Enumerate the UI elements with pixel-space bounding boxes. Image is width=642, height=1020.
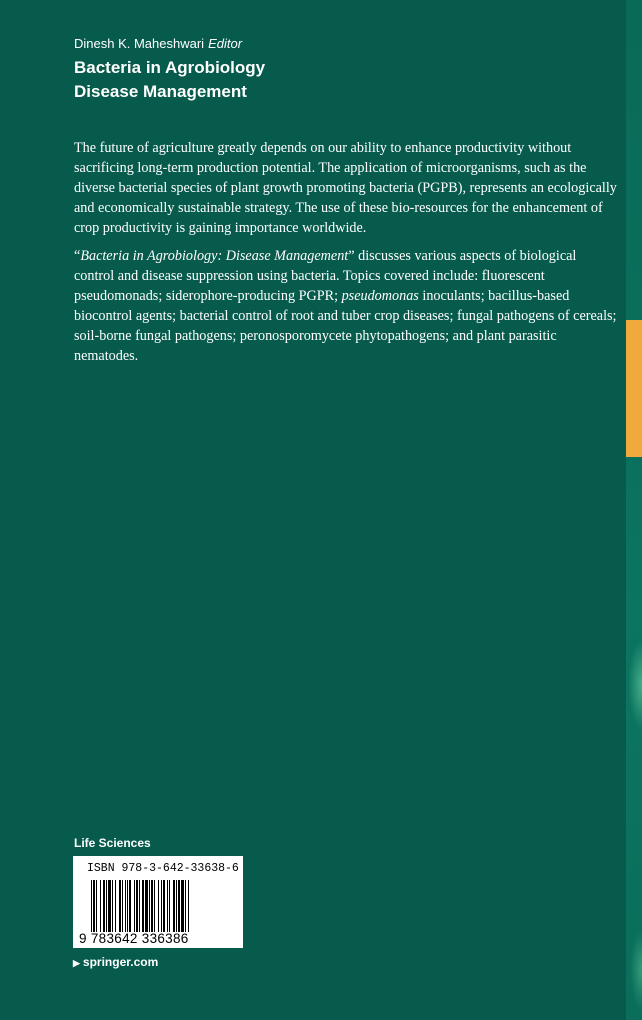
barcode-bar <box>96 880 97 932</box>
barcode-bar <box>91 880 92 932</box>
book-description <box>74 138 619 374</box>
barcode-bar <box>115 880 116 932</box>
spine-glow <box>628 640 642 730</box>
spine-glow-lower <box>630 930 642 1010</box>
barcode-bar <box>154 880 155 932</box>
barcode-bar <box>127 880 128 932</box>
barcode-bar <box>106 880 107 932</box>
barcode-bar <box>129 880 131 932</box>
barcode-bar <box>158 880 159 932</box>
subject-category: Life Sciences <box>74 836 151 850</box>
barcode-bar <box>139 880 140 932</box>
barcode-bar <box>136 880 138 932</box>
spine-edge <box>626 0 642 1020</box>
barcode-bar <box>142 880 144 932</box>
barcode-bar <box>122 880 123 932</box>
barcode-bar <box>93 880 95 932</box>
barcode-bar <box>134 880 135 932</box>
barcode-bar <box>176 880 177 932</box>
barcode-bars <box>91 880 227 932</box>
barcode-bar <box>103 880 105 932</box>
barcode-bar <box>151 880 153 932</box>
barcode-bar <box>100 880 101 932</box>
author-line <box>74 36 265 52</box>
cover-header <box>74 36 265 104</box>
description-p2-part1: ” discusses various aspects of biological control and disease suppression using bacteria. Topics covered include: fluorescent pseudomonads; siderophore-producing PGPR; <box>74 248 577 304</box>
arrow-icon: ▶ <box>73 958 80 968</box>
isbn-barcode <box>73 856 243 948</box>
barcode-bar <box>149 880 150 932</box>
barcode-bar <box>181 880 184 932</box>
description-p2-italic: pseudomonas <box>341 288 419 304</box>
isbn-label: ISBN 978-3-642-33638-6 <box>87 862 239 875</box>
barcode-bar <box>112 880 113 932</box>
book-title-line1: Bacteria in Agrobiology <box>74 58 266 77</box>
quote-open: “ <box>74 248 81 264</box>
barcode-bar <box>185 880 186 932</box>
description-p2-part2: inoculants; bacillus-based biocontrol agents; bacterial control of root and tuber crop diseases; fungal pathogens of cereals; soil-borne fungal pathogens; peronosporomycete phytopathogens; and plant parasitic nematodes. <box>74 288 617 364</box>
barcode-bar <box>169 880 170 932</box>
barcode-bar <box>145 880 148 932</box>
accent-tab <box>626 320 642 457</box>
barcode-bar <box>178 880 180 932</box>
book-title <box>74 56 265 104</box>
book-title-line2: Disease Management <box>74 82 247 101</box>
barcode-bar <box>167 880 168 932</box>
publisher-link[interactable] <box>73 955 158 969</box>
quoted-book-title: Bacteria in Agrobiology: Disease Management <box>80 248 349 264</box>
barcode-bar <box>119 880 121 932</box>
description-paragraph-2 <box>74 246 619 366</box>
description-paragraph-1: The future of agriculture greatly depends on our ability to enhance productivity without sacrificing long-term production potential. The application of microorganisms, such as the diverse bacterial species of plant growth promoting bacteria (PGPB), represents an ecologically and economically sustainable strategy. The use of these bio-resources for the enhancement of crop productivity is gaining importance worldwide. <box>74 140 617 236</box>
barcode-bar <box>188 880 189 932</box>
barcode-bar <box>125 880 126 932</box>
author-name: Dinesh K. Maheshwari <box>74 36 205 51</box>
author-role: Editor <box>208 36 243 51</box>
barcode-bar <box>161 880 162 932</box>
barcode-digits: 9 783642 336386 <box>79 931 189 946</box>
barcode-bar <box>173 880 175 932</box>
barcode-bar <box>108 880 111 932</box>
barcode-bar <box>163 880 165 932</box>
publisher-url: springer.com <box>82 955 159 969</box>
